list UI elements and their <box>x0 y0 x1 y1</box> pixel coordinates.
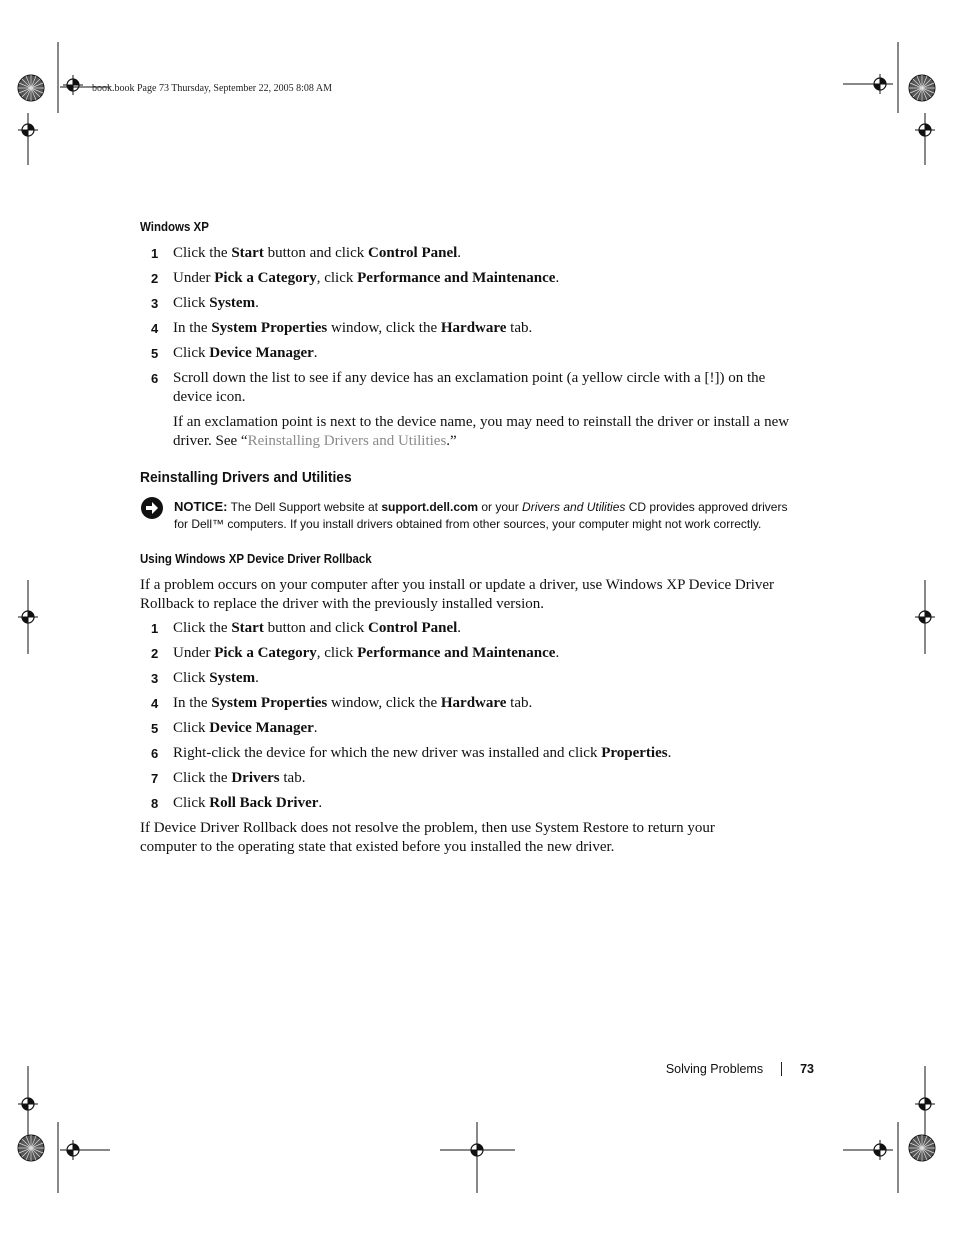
footer-section-title: Solving Problems <box>665 1062 764 1076</box>
step-number: 3 <box>151 296 159 311</box>
step-text: Click System. <box>173 295 259 311</box>
rollback-outro: If Device Driver Rollback does not resolve the problem, then use System Restore to return your computer to the operating state that existed before you installed the new driver. <box>140 820 715 855</box>
rollback-subheading: Using Windows XP Device Driver Rollback <box>140 552 372 566</box>
step-text: Under Pick a Category, click Performance and Maintenance. <box>173 645 560 661</box>
step-number: 2 <box>151 271 159 286</box>
step-number: 5 <box>151 346 159 361</box>
step-text: Right-click the device for which the new driver was installed and click Properties. <box>173 745 672 761</box>
step-number: 3 <box>151 671 159 686</box>
step-text: Under Pick a Category, click Performance and Maintenance. <box>173 270 560 286</box>
page-number: 73 <box>800 1062 814 1076</box>
page-footer <box>666 1062 814 1076</box>
windows-xp-heading: Windows XP <box>140 220 209 234</box>
print-slug: book.book Page 73 Thursday, September 22, 2005 8:08 AM <box>92 83 332 94</box>
step-number: 4 <box>151 321 159 336</box>
notice-arrow-icon <box>140 496 164 520</box>
reinstalling-heading: Reinstalling Drivers and Utilities <box>140 469 352 486</box>
notice-text: NOTICE: The Dell Support website at support.dell.com or your Drivers and Utilities CD provides approved drivers for Dell™ computers. If you install drivers obtained from other sources, your computer might not work correctly. <box>174 499 788 531</box>
step-number: 1 <box>151 246 159 261</box>
step-number: 8 <box>151 796 159 811</box>
step-number: 2 <box>151 646 159 661</box>
step-text: Click Roll Back Driver. <box>173 795 323 811</box>
footer-divider <box>781 1062 782 1076</box>
step-number: 6 <box>151 371 159 386</box>
step-text: Click the Drivers tab. <box>173 770 306 786</box>
step-number: 6 <box>151 746 159 761</box>
step-text: Click Device Manager. <box>173 345 318 361</box>
step-text: In the System Properties window, click the Hardware tab. <box>173 695 533 711</box>
step-number: 7 <box>151 771 159 786</box>
step-text: Scroll down the list to see if any device has an exclamation point (a yellow circle with a [!]) on the device icon. <box>173 370 766 405</box>
step-number: 5 <box>151 721 159 736</box>
rollback-intro: If a problem occurs on your computer after you install or update a driver, use Windows XP Device Driver Rollback to replace the driver with the previously installed version. <box>140 577 775 612</box>
driver-note: If an exclamation point is next to the device name, you may need to reinstall the driver or install a new driver. See “Reinstalling Drivers and Utilities.” <box>173 414 790 449</box>
step-text: Click System. <box>173 670 259 686</box>
reinstalling-drivers-link[interactable]: Reinstalling Drivers and Utilities <box>247 433 447 449</box>
step-text: Click Device Manager. <box>173 720 318 736</box>
step-number: 1 <box>151 621 159 636</box>
step-number: 4 <box>151 696 159 711</box>
step-text: Click the Start button and click Control Panel. <box>173 245 462 261</box>
notice-label: NOTICE: <box>174 499 228 514</box>
step-text: Click the Start button and click Control Panel. <box>173 620 462 636</box>
step-text: In the System Properties window, click the Hardware tab. <box>173 320 533 336</box>
support-site: support.dell.com <box>381 500 479 514</box>
